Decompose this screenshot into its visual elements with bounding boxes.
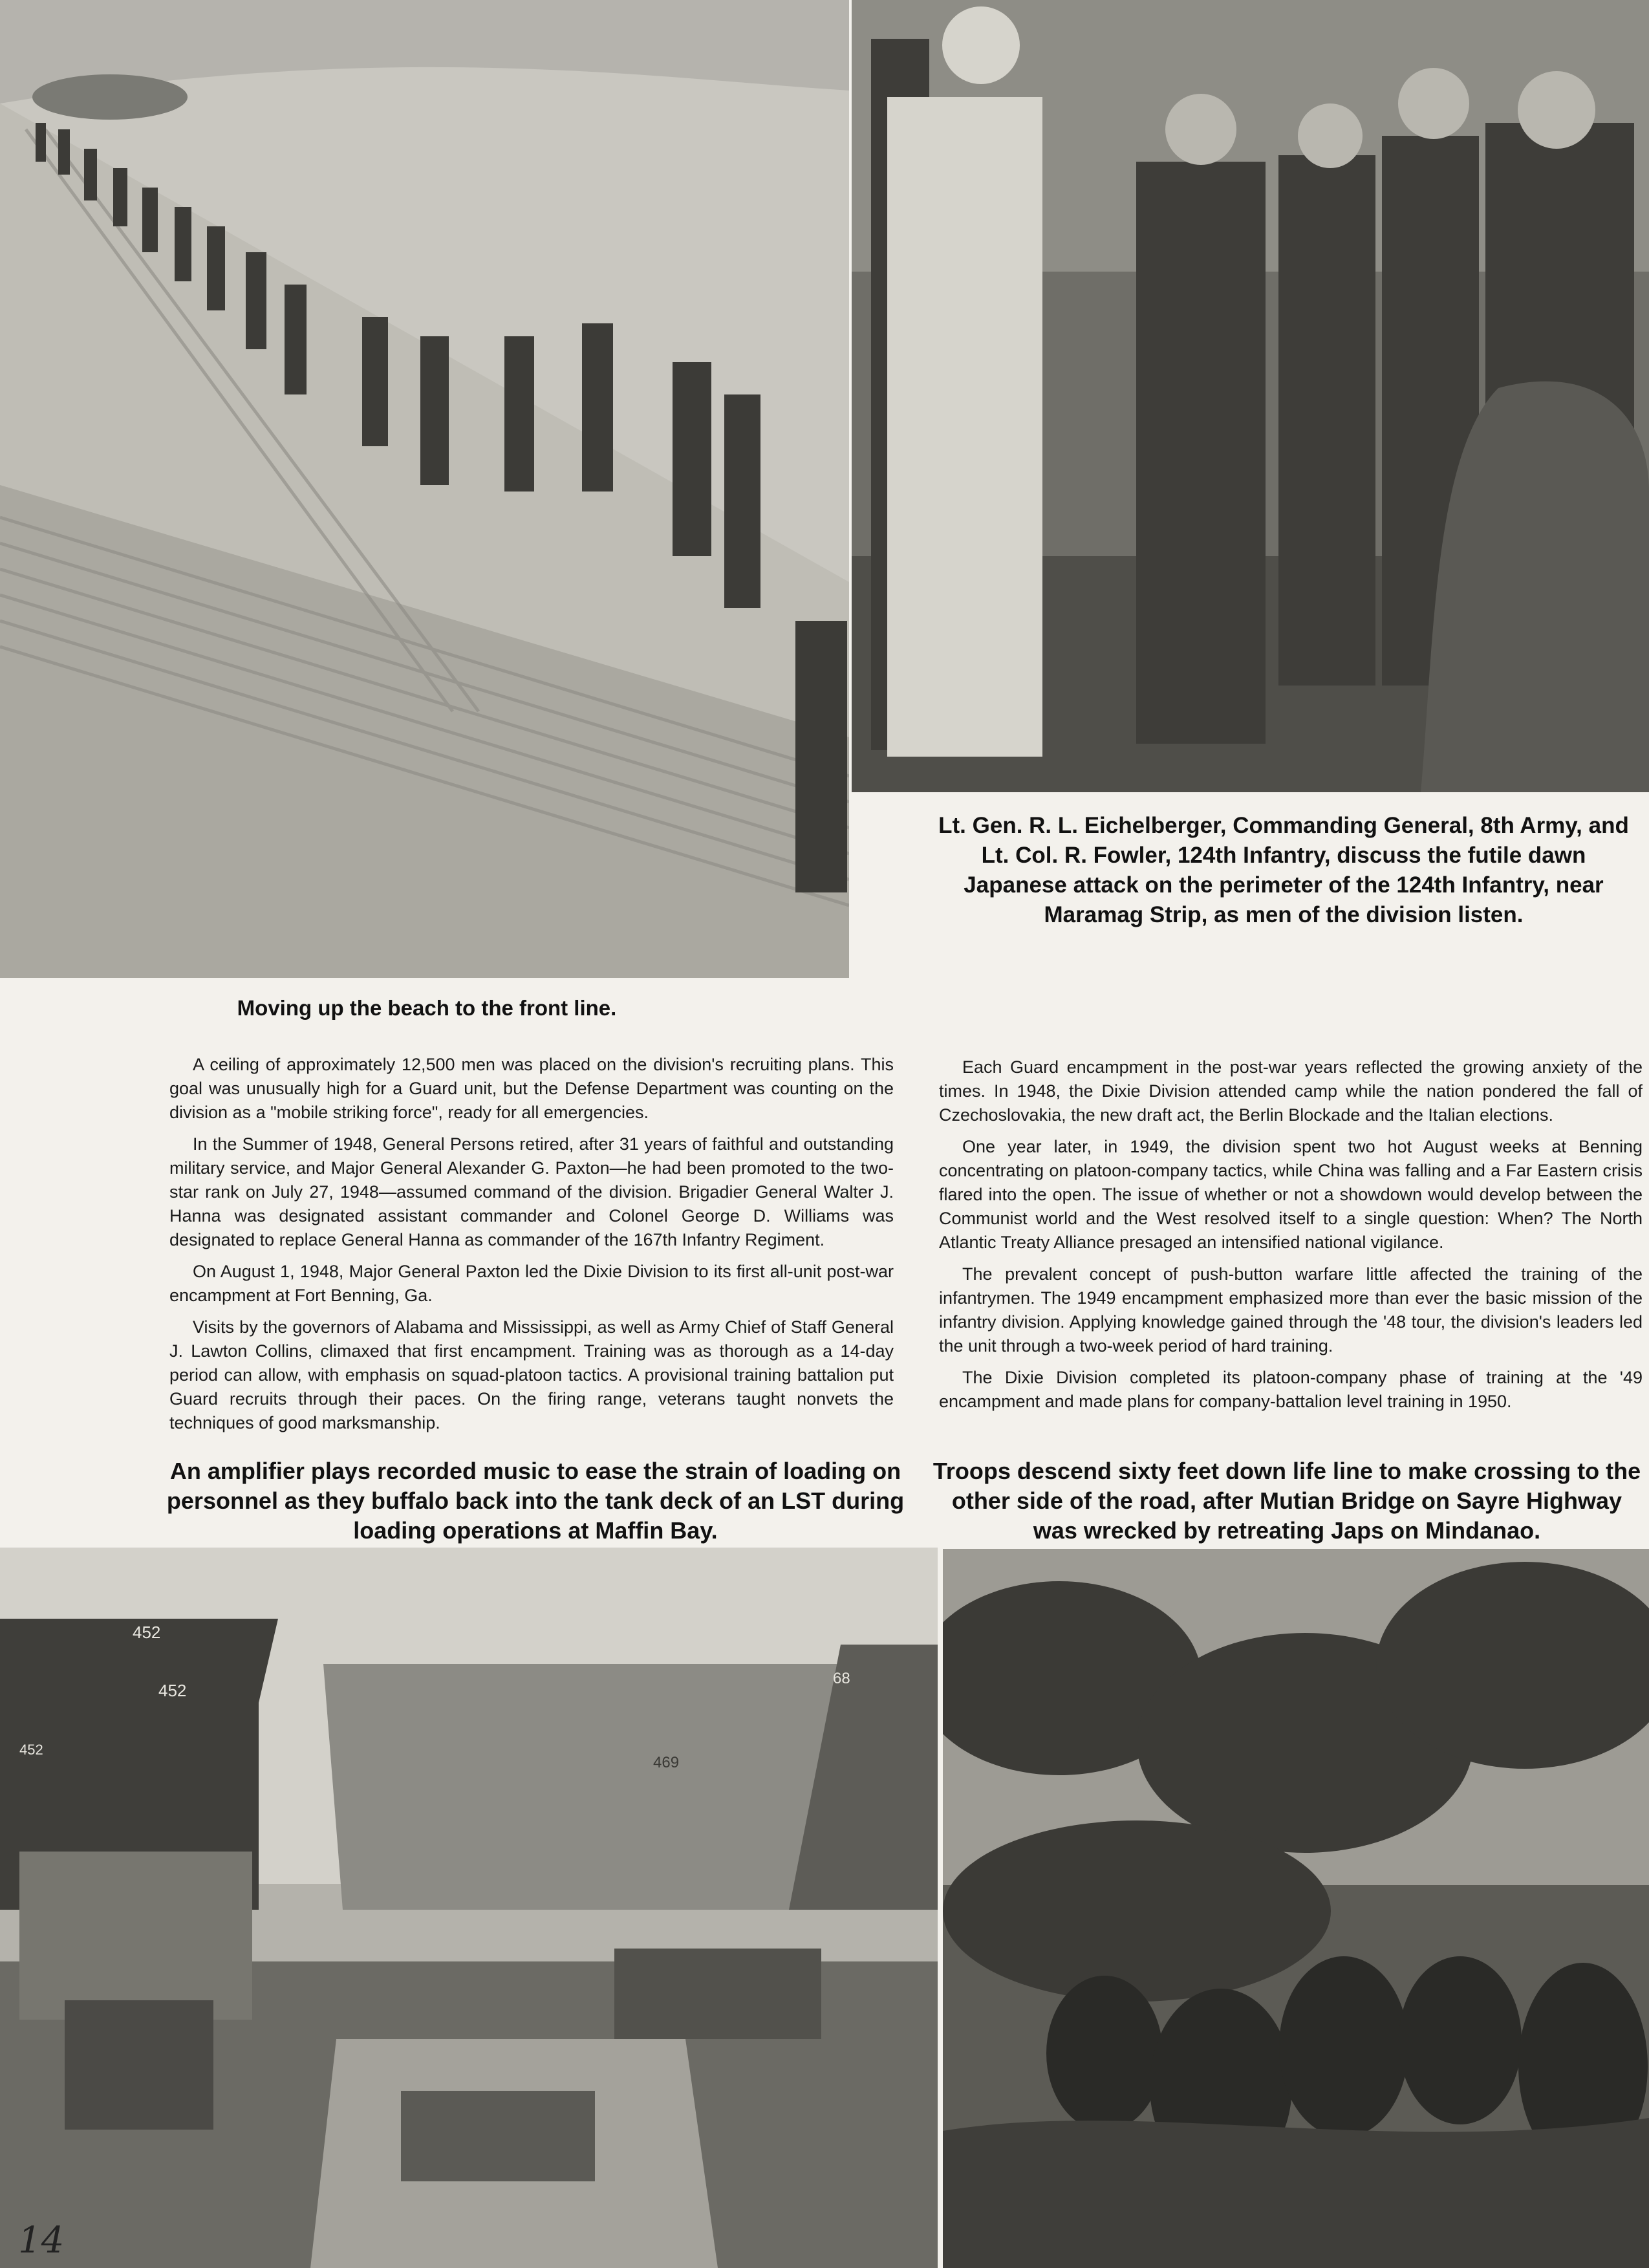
article-column-right — [939, 1055, 1643, 1421]
lst-hull-number: 452 — [133, 1623, 161, 1642]
article-paragraph: Each Guard encampment in the post-war years reflected the growing anxiety of the times. In 1948, the Dixie Division attended camp while the nation pondered the fall of Czechoslovakia, the new draft act, the Berlin Blockade and the Italian elections. — [939, 1057, 1643, 1125]
lst-hull-number: 452 — [158, 1681, 187, 1700]
article-paragraph: The Dixie Division completed its platoon-company phase of training at the '49 encampment and made plans for company-battalion level training in 1950. — [939, 1368, 1643, 1411]
caption-generals: Lt. Gen. R. L. Eichelberger, Commanding General, 8th Army, and Lt. Col. R. Fowler, 124th Infantry, discuss the futile dawn Japanese attack on the perimeter of the 124th Infantry, near Maramag Strip, as men of the division listen. — [938, 813, 1629, 927]
lst-hull-number: 469 — [653, 1754, 680, 1771]
photo-beach-troops — [0, 0, 849, 978]
article-paragraph: The prevalent concept of push-button warfare little affected the training of the infantrymen. The 1949 encampment emphasized more than ever the basic mission of the infantry division. Applying knowledge gained through the '48 tour, the division's leaders led the unit through a two-week period of hard training. — [939, 1264, 1643, 1355]
article-paragraph: On August 1, 1948, Major General Paxton led the Dixie Division to its first all-unit post-war encampment at Fort Benning, Ga. — [169, 1262, 894, 1305]
photo-jungle-descent — [943, 1549, 1649, 2268]
lst-hull-number: 68 — [833, 1670, 850, 1687]
article-column-left — [169, 1053, 894, 1443]
lst-hull-number: 452 — [19, 1742, 43, 1758]
photo-generals-discussion — [852, 0, 1649, 792]
article-paragraph: One year later, in 1949, the division spent two hot August weeks at Benning concentrating on platoon-company tactics, while China was falling and a Far Eastern crisis flared into the open. The issue of whether or not a showdown would develop between the Communist world and the West resolved itself to a single question: When? The North Atlantic Treaty Alliance presaged an intensified national vigilance. — [939, 1137, 1643, 1252]
article-paragraph: Visits by the governors of Alabama and Mississippi, as well as Army Chief of Staff General J. Lawton Collins, climaxed that first encampment. Training was as thorough as a 14-day period can allow, with emphasis on squad-platoon tactics. A provisional training battalion put Guard recruits through their paces. On the firing range, veterans taught nonvets the techniques of good marksmanship. — [169, 1317, 894, 1432]
caption-lst: An amplifier plays recorded music to ease the strain of loading on personnel as they buffalo back into the tank deck of an LST during loading operations at Maffin Bay. — [166, 1458, 905, 1544]
caption-beach: Moving up the beach to the front line. — [237, 996, 617, 1020]
page-number: 14 — [18, 2219, 65, 2262]
article-paragraph: In the Summer of 1948, General Persons retired, after 31 years of faithful and outstanding military service, and Major General Alexander G. Paxton—he had been promoted to the two-star rank on July 27, 1948—assumed command of the division. Brigadier General Walter J. Hanna was designated assistant commander and Colonel George D. Williams was designated to replace General Hanna as commander of the 167th Infantry Regiment. — [169, 1134, 894, 1249]
article-paragraph: A ceiling of approximately 12,500 men was placed on the division's recruiting plans. This goal was unusually high for a Guard unit, but the Defense Department was counting on the division as a "mobile striking force", ready for all emergencies. — [169, 1055, 894, 1122]
photo-lst-loading — [0, 1548, 938, 2268]
caption-jungle: Troops descend sixty feet down life line to make crossing to the other side of the road, after Mutian Bridge on Sayre Highway was wrecked by retreating Japs on Mindanao. — [932, 1458, 1641, 1544]
